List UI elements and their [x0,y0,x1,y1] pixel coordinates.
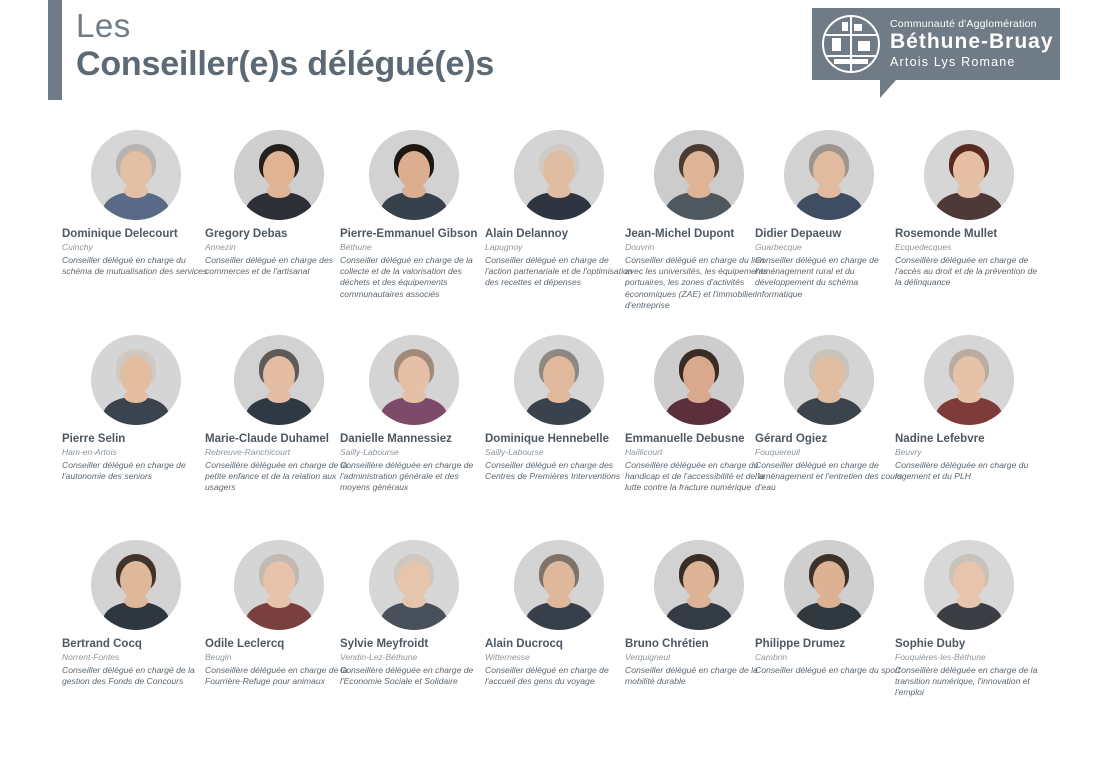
header-accent-bar [48,0,62,100]
member-portrait [91,130,181,220]
member-portrait [924,540,1014,630]
member-name: Dominique Delecourt [62,228,178,240]
member-role: Conseillère déléguée en charge de l'Economie Sociale et Solidaire [340,665,474,687]
coat-of-arms-icon [822,15,880,73]
member-name: Gregory Debas [205,228,288,240]
logo-line2: Béthune-Bruay [890,30,1054,53]
member-role: Conseiller délégué en charge de la collecte et de la valorisation des déchets et des équipements communautaires associés [340,255,473,299]
member-name: Didier Depaeuw [755,228,842,240]
page-title-line1: Les [76,7,131,44]
member-role: Conseiller délégué en charge de l'autonomie des seniors [62,460,186,482]
member-portrait [784,130,874,220]
member-card [485,540,633,687]
member-town: Fouquières-les-Béthune [895,652,986,662]
member-card [485,335,633,482]
member-name: Bertrand Cocq [62,638,142,650]
member-portrait [924,335,1014,425]
member-name: Bruno Chrétien [625,638,709,650]
member-role: Conseillère déléguée en charge de la transition numérique, l'innovation et l'emploi [895,665,1038,698]
member-role: Conseiller délégué en chargé de la gestion des Fonds de Concours [62,665,195,687]
member-card [485,130,633,289]
member-portrait [234,540,324,630]
member-role: Conseiller délégué en charge de l'action partenariale et de l'optimisation des recettes et dépenses [485,255,633,288]
member-name: Odile Leclercq [205,638,285,650]
member-town: Guarbecque [755,242,802,252]
member-name: Marie-Claude Duhamel [205,433,329,445]
member-portrait [369,130,459,220]
member-town: Cuinchy [62,242,93,252]
logo-line1: Communauté d'Agglomération [890,18,1037,30]
member-card [895,335,1043,482]
logo-line3: Artois Lys Romane [890,55,1016,69]
member-role: Conseillère déléguée en charge du handicap et de l'accessibilité et de la lutte contre la fracture numérique [625,460,765,493]
member-card [755,130,903,300]
member-card [895,130,1043,289]
member-role: Conseiller délégué en charge des commerces et de l'artisanat [205,255,334,277]
member-name: Alain Ducrocq [485,638,563,650]
member-card [205,335,353,494]
member-card [205,130,353,277]
member-portrait [654,130,744,220]
member-portrait [784,540,874,630]
member-portrait [369,540,459,630]
page-header [0,0,1100,108]
member-town: Beugin [205,652,232,662]
member-role: Conseillère déléguée en charge de la Fourrière-Refuge pour animaux [205,665,348,687]
member-card [340,130,488,300]
member-name: Sophie Duby [895,638,966,650]
members-row-2 [0,335,1100,540]
member-name: Pierre-Emmanuel Gibson [340,228,478,240]
member-portrait [654,540,744,630]
member-portrait [654,335,744,425]
member-town: Ham-en-Artois [62,447,117,457]
logo-tail-shape [880,80,896,98]
member-role: Conseiller délégué en charge du sport [755,665,901,675]
member-role: Conseillère déléguée en charge de la petite enfance et de la relation aux usagers [205,460,348,493]
member-portrait [514,130,604,220]
member-portrait [91,540,181,630]
member-card [625,130,773,311]
member-portrait [514,540,604,630]
member-town: Sailly-Labourse [485,447,544,457]
member-role: Conseiller délégué en charge du lien avec les universités, les équipements portuaires, les zones d'activités économiques (ZAE) et l'immobilier d'entreprise [625,255,768,310]
member-portrait [234,130,324,220]
member-name: Philippe Drumez [755,638,846,650]
member-name: Sylvie Meyfroidt [340,638,429,650]
member-portrait [924,130,1014,220]
member-card [895,540,1043,699]
member-card [755,335,903,494]
member-role: Conseiller délégué en charge des Centres de Premières Interventions [485,460,621,482]
member-card [62,540,210,687]
member-role: Conseiller délégué en charge de l'aménagement rural et du développement du schéma informatique [755,255,879,299]
member-name: Dominique Hennebelle [485,433,609,445]
member-name: Emmanuelle Debusne [625,433,745,445]
member-town: Witternesse [485,652,530,662]
member-town: Lapugnoy [485,242,523,252]
page-title [76,8,494,84]
member-town: Norrent-Fontes [62,652,120,662]
member-town: Fouquereuil [755,447,800,457]
member-name: Jean-Michel Dupont [625,228,735,240]
member-name: Nadine Lefebvre [895,433,985,445]
member-portrait [234,335,324,425]
member-card [340,540,488,687]
organization-logo [812,8,1060,80]
members-row-1 [0,130,1100,335]
member-role: Conseiller délégué en charge de la mobilité durable [625,665,758,687]
member-card [62,130,210,277]
members-row-3 [0,540,1100,745]
member-card [340,335,488,494]
member-portrait [784,335,874,425]
member-role: Conseillère déléguée en charge du logement et du PLH [895,460,1029,482]
member-card [205,540,353,687]
member-town: Annezin [205,242,236,252]
member-role: Conseiller délégué en charge du schéma de mutualisation des services [62,255,208,277]
member-role: Conseillère déléguée en charge de l'accès au droit et de la prévention de la délinquance [895,255,1038,288]
member-role: Conseiller délégué en charge de l'accueil des gens du voyage [485,665,609,687]
member-portrait [514,335,604,425]
member-card [625,335,773,494]
member-name: Alain Delannoy [485,228,569,240]
member-name: Rosemonde Mullet [895,228,998,240]
member-town: Vendin-Lez-Béthune [340,652,418,662]
member-card [625,540,773,687]
member-name: Pierre Selin [62,433,126,445]
member-town: Verquigneul [625,652,671,662]
member-portrait [369,335,459,425]
page-title-line2: Conseiller(e)s délégué(e)s [76,45,495,83]
member-town: Douvrin [625,242,655,252]
member-town: Ecquedecques [895,242,952,252]
member-portrait [91,335,181,425]
member-card [62,335,210,482]
member-town: Cambrin [755,652,788,662]
member-name: Danielle Mannessiez [340,433,452,445]
member-card [755,540,903,676]
member-town: Rebreuve-Ranchicourt [205,447,291,457]
members-grid [0,130,1100,745]
member-town: Haillicourt [625,447,663,457]
member-role: Conseiller délégué en charge de l'aménagement et l'entretien des cours d'eau [755,460,903,493]
member-role: Conseillère déléguée en charge de l'administration générale et des moyens généraux [340,460,474,493]
member-town: Sailly-Labourse [340,447,399,457]
member-town: Béthune [340,242,372,252]
member-name: Gérard Ogiez [755,433,828,445]
member-town: Beuvry [895,447,922,457]
